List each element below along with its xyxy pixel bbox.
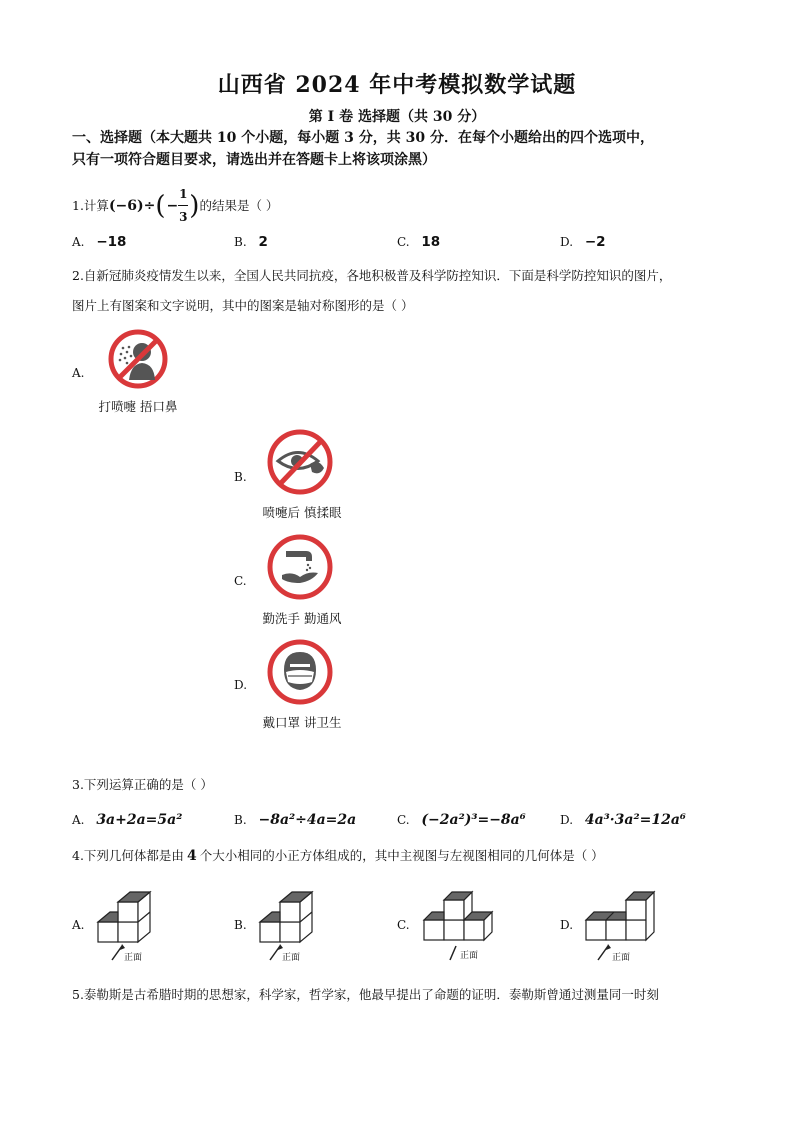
option-label: B. [234, 235, 247, 249]
option-value: −8a²÷4a=2a [258, 812, 357, 828]
q1-open-paren: ( [155, 190, 166, 221]
option-label: D. [560, 235, 574, 249]
q4-option-c-label[interactable]: C. [397, 918, 410, 932]
q1-close-paren: ) [189, 190, 200, 221]
sneeze-cover-icon[interactable] [107, 328, 169, 390]
option-label: A. [72, 235, 85, 249]
question-5: 5.泰勒斯是古希腊时期的思想家，科学家，哲学家，他最早提出了命题的证明．泰勒斯曾通过测量同一时刻 [72, 987, 659, 1002]
q1-prefix: 1.计算 [72, 197, 109, 213]
option-label: B. [234, 813, 247, 827]
q1-option-d[interactable] [560, 234, 606, 250]
question-1 [72, 184, 278, 227]
q2-option-a-label[interactable]: A. [72, 366, 85, 380]
face-mask-icon[interactable] [266, 638, 334, 706]
q1-minus: − [166, 197, 179, 214]
q1-option-a[interactable] [72, 234, 126, 250]
q3-option-d[interactable] [560, 812, 686, 828]
no-rub-eyes-icon[interactable] [266, 428, 334, 496]
q4-option-a-caption: 正面 [124, 953, 143, 963]
q1-option-c[interactable] [397, 234, 440, 250]
section-instructions [72, 127, 732, 171]
option-label: C. [397, 235, 410, 249]
option-value: (−2a²)³=−8a⁶ [421, 812, 526, 828]
q1-fraction [178, 184, 188, 227]
q3-option-c[interactable] [397, 812, 526, 828]
option-label: D. [560, 813, 574, 827]
option-value: −18 [96, 234, 127, 250]
q2-line-2: 图片上有图案和文字说明，其中的图案是轴对称图形的是（ ） [72, 298, 414, 313]
q1-option-b[interactable] [234, 234, 268, 250]
q4-option-c-caption: 正面 [460, 951, 479, 961]
section-line-1: 一、选择题（本大题共 10 个小题，每小题 3 分，共 30 分．在每个小题给出的四个选项中， [72, 130, 654, 146]
question-4 [72, 846, 604, 866]
q3-option-b[interactable] [234, 812, 356, 828]
option-label: C. [397, 813, 410, 827]
q4-text-post: 个大小相同的小正方体组成的，其中主视图与左视图相同的几何体是（ ） [199, 848, 604, 863]
question-3: 3.下列运算正确的是（ ） [72, 777, 213, 792]
q1-fraction-numerator: 1 [179, 187, 188, 201]
page-title: 山西省 2024 年中考模拟数学试题 [217, 72, 577, 98]
q2-option-d-caption: 戴口罩 讲卫生 [262, 715, 342, 730]
q1-expression: (−6)÷ [108, 197, 156, 214]
option-value: 4a³·3a²=12a⁶ [584, 812, 687, 828]
q1-fraction-denominator: 3 [179, 210, 188, 224]
question-2 [72, 266, 732, 316]
q2-line-1: 2.自新冠肺炎疫情发生以来，全国人民共同抗疫，各地积极普及科学防控知识．下面是科学防控知识的图片， [72, 268, 672, 283]
q4-option-b-label[interactable]: B. [234, 918, 247, 932]
q2-option-b-caption: 喷嚏后 慎揉眼 [262, 505, 342, 520]
q2-option-d-label[interactable]: D. [234, 678, 248, 692]
option-value: 18 [421, 234, 441, 250]
q4-option-d-label[interactable]: D. [560, 918, 574, 932]
q4-option-d-caption: 正面 [612, 953, 631, 963]
q2-option-c-caption: 勤洗手 勤通风 [262, 611, 342, 626]
option-value: 2 [258, 234, 268, 250]
q2-option-c-label[interactable]: C. [234, 574, 247, 588]
option-value: 3a+2a=5a² [96, 812, 183, 828]
q2-option-a-caption: 打喷嚏 捂口鼻 [98, 399, 178, 414]
q1-fraction-bar [178, 205, 188, 206]
q3-option-a[interactable] [72, 812, 182, 828]
q4-option-b-caption: 正面 [282, 953, 301, 963]
q4-text-pre: 4.下列几何体都是由 [72, 848, 184, 863]
option-value: −2 [584, 234, 606, 250]
q1-suffix: 的结果是（ ） [199, 197, 279, 213]
hand-washing-icon[interactable] [266, 533, 334, 601]
section-line-2: 只有一项符合题目要求，请选出并在答题卡上将该项涂黑） [72, 152, 436, 168]
q4-option-a-label[interactable]: A. [72, 918, 85, 932]
q2-option-b-label[interactable]: B. [234, 470, 247, 484]
section-subtitle: 第 I 卷 选择题（共 30 分） [308, 109, 486, 125]
q4-text-num: 4 [186, 848, 197, 864]
option-label: A. [72, 813, 85, 827]
